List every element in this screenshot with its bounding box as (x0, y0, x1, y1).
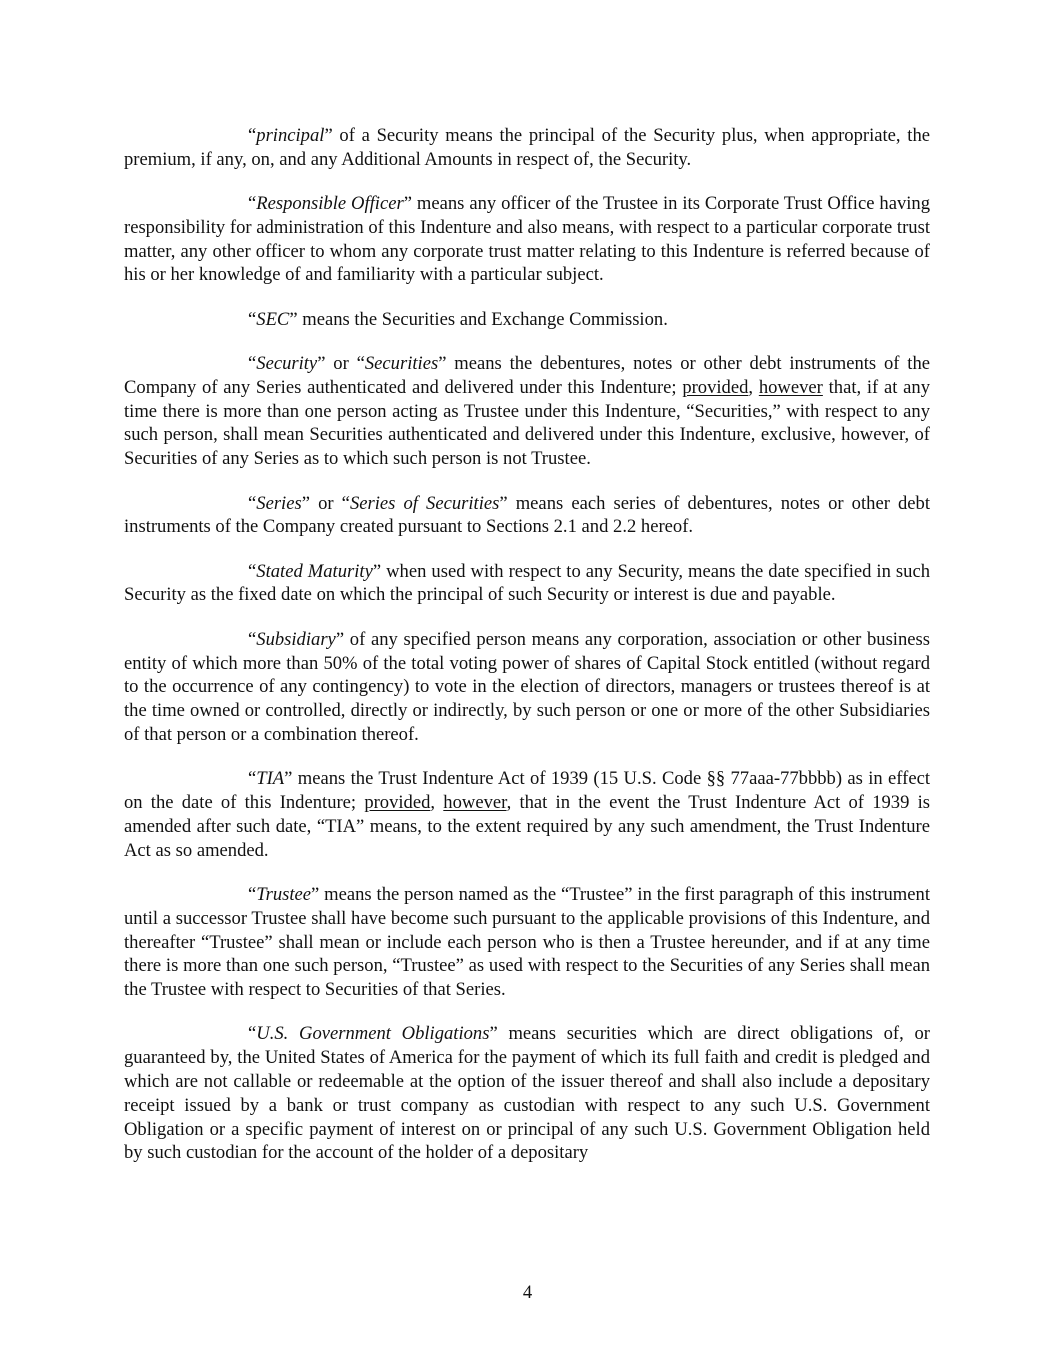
definition-text: means the Trust Indenture Act of 1939 (15 U.S. Code §§ 77aaa-77bbbb) as in effect on the date of this Indenture; (124, 768, 930, 814)
defined-term: Security (256, 353, 318, 375)
document-body (124, 124, 930, 1165)
defined-term: Series (256, 492, 302, 514)
defined-term: Responsible Officer (256, 193, 404, 215)
definition-text: means the Securities and Exchange Commission. (297, 308, 668, 330)
defined-term-alt: Securities (364, 353, 439, 375)
underlined-however: however (443, 792, 507, 814)
definition-responsible-officer: “Responsible Officer” means any officer of the Trustee in its Corporate Trust Office having responsibility for administration of this Indenture and also means, with respect to a particular corporate trust matter, any other officer to whom any corporate trust matter relating to this Indenture is referred because of his or her knowledge of and familiarity with a particular subject. (124, 193, 930, 286)
underlined-however: however (758, 376, 823, 398)
definition-us-government-obligations: “U.S. Government Obligations” means securities which are direct obligations of, or guaranteed by, the United States of America for the payment of which its full faith and credit is pledged and which are not callable or redeemable at the option of the issuer thereof and shall also include a depositary receipt issued by a bank or trust company as custodian with respect to any such U.S. Government Obligation or a specific payment of interest on or principal of any such U.S. Government Obligation held by such custodian for the account of the holder of a depositary (124, 1023, 930, 1164)
definition-tia: “TIA” means the Trust Indenture Act of 1939 (15 U.S. Code §§ 77aaa-77bbbb) as in effect on the date of this Indenture; provided, however, that in the event the Trust Indenture Act of 1939 is amended after such date, “TIA” means, to the extent required by any such amendment, the Trust Indenture Act as so amended. (124, 768, 930, 861)
definition-series: “Series” or “Series of Securities” means each series of debentures, notes or other debt instruments of the Company created pursuant to Sections 2.1 and 2.2 hereof. (124, 492, 930, 538)
definition-trustee: “Trustee” means the person named as the “Trustee” in the first paragraph of this instrument until a successor Trustee shall have become such pursuant to the applicable provisions of this Indenture, and thereafter “Trustee” shall mean or include each person who is then a Trustee hereunder, and if at any time there is more than one such person, “Trustee” as used with respect to the Securities of any Series shall mean the Trustee with respect to Securities of that Series. (124, 883, 930, 1001)
definition-text: means securities which are direct obligations of, or guaranteed by, the United States of America for the payment of which its full faith and credit is pledged and which are not callable or redeemable at the option of the issuer thereof and shall also include a depositary receipt issued by a bank or trust company as custodian with respect to any such U.S. Government Obligation or a specific payment of interest on or principal of any such U.S. Government Obligation held by such custodian for the account of the holder of a depositary (124, 1023, 930, 1164)
definition-text-continued: , that in the event the Trust Indenture Act of 1939 is amended after such date, “TIA” means, to the extent required by any such amendment, the Trust Indenture Act as so amended. (124, 792, 930, 861)
definition-subsidiary: “Subsidiary” of any specified person means any corporation, association or other business entity of which more than 50% of the total voting power of shares of Capital Stock entitled (without regard to the occurrence of any contingency) to vote in the election of directors, managers or trustees thereof is at the time owned or controlled, directly or indirectly, by such person or one or more of the other Subsidiaries of that person or a combination thereof. (124, 628, 930, 745)
defined-term: Stated Maturity (256, 560, 373, 582)
definition-text: means each series of debentures, notes or other debt instruments of the Company created pursuant to Sections 2.1 and 2.2 hereof. (124, 492, 930, 538)
defined-term: Trustee (256, 883, 312, 905)
definition-text: of a Security means the principal of the Security plus, when appropriate, the premium, if any, on, and any Additional Amounts in respect of, the Security. (124, 125, 930, 170)
separator: , (748, 376, 759, 398)
definition-text: when used with respect to any Security, means the date specified in such Security as the fixed date on which the principal of such Security or interest is due and payable. (124, 560, 930, 606)
definition-text-continued: that, if at any time there is more than one person acting as Trustee under this Indenture, “Securities,” with respect to any such person, shall mean Securities authenticated and delivered under this Indenture, exclusive, however, of Securities of any Series as to which such person is not Trustee. (124, 376, 931, 470)
defined-term: TIA (256, 768, 285, 790)
term-connector: or (325, 353, 357, 375)
defined-term: principal (256, 125, 325, 146)
definition-stated-maturity: “Stated Maturity” when used with respect to any Security, means the date specified in such Security as the fixed date on which the principal of such Security or interest is due and payable. (124, 560, 930, 606)
underlined-provided: provided (682, 376, 749, 398)
definition-text: means the person named as the “Trustee” in the first paragraph of this instrument until a successor Trustee shall have become such pursuant to the applicable provisions of this Indenture, and thereafter “Trustee” shall mean or include each person who is then a Trustee hereunder, and if at any time there is more than one such person, “Trustee” as used with respect to the Securities of any Series shall mean the Trustee with respect to Securities of that Series. (124, 883, 930, 1001)
definition-sec: “SEC” means the Securities and Exchange Commission. (248, 308, 668, 330)
term-connector: or (309, 492, 342, 514)
defined-term-alt: Series of Securities (349, 492, 500, 514)
definition-security: “Security” or “Securities” means the debentures, notes or other debt instruments of the Company of any Series authenticated and delivered under this Indenture; provided, however that, if at any time there is more than one person acting as Trustee under this Indenture, “Securities,” with respect to any such person, shall mean Securities authenticated and delivered under this Indenture, exclusive, however, of Securities of any Series as to which such person is not Trustee. (124, 353, 931, 470)
defined-term: U.S. Government Obligations (256, 1023, 490, 1045)
defined-term: SEC (256, 308, 290, 330)
definition-principal: “principal” of a Security means the principal of the Security plus, when appropriate, the premium, if any, on, and any Additional Amounts in respect of, the Security. (124, 125, 930, 170)
definition-text: means the debentures, notes or other debt instruments of the Company of any Series authenticated and delivered under this Indenture; (124, 353, 930, 398)
page-number: 4 (522, 1282, 533, 1303)
underlined-provided: provided (364, 792, 431, 814)
separator: , (430, 792, 444, 814)
definition-text: means any officer of the Trustee in its Corporate Trust Office having responsibility for administration of this Indenture and also means, with respect to a particular corporate trust matter, any other officer to whom any corporate trust matter relating to this Indenture is referred because of his or her knowledge of and familiarity with a particular subject. (124, 193, 930, 286)
defined-term: Subsidiary (256, 628, 336, 650)
definition-text: of any specified person means any corporation, association or other business entity of which more than 50% of the total voting power of shares of Capital Stock entitled (without regard to the occurrence of any contingency) to vote in the election of directors, managers or trustees thereof is at the time owned or controlled, directly or indirectly, by such person or one or more of the other Subsidiaries of that person or a combination thereof. (124, 628, 930, 745)
